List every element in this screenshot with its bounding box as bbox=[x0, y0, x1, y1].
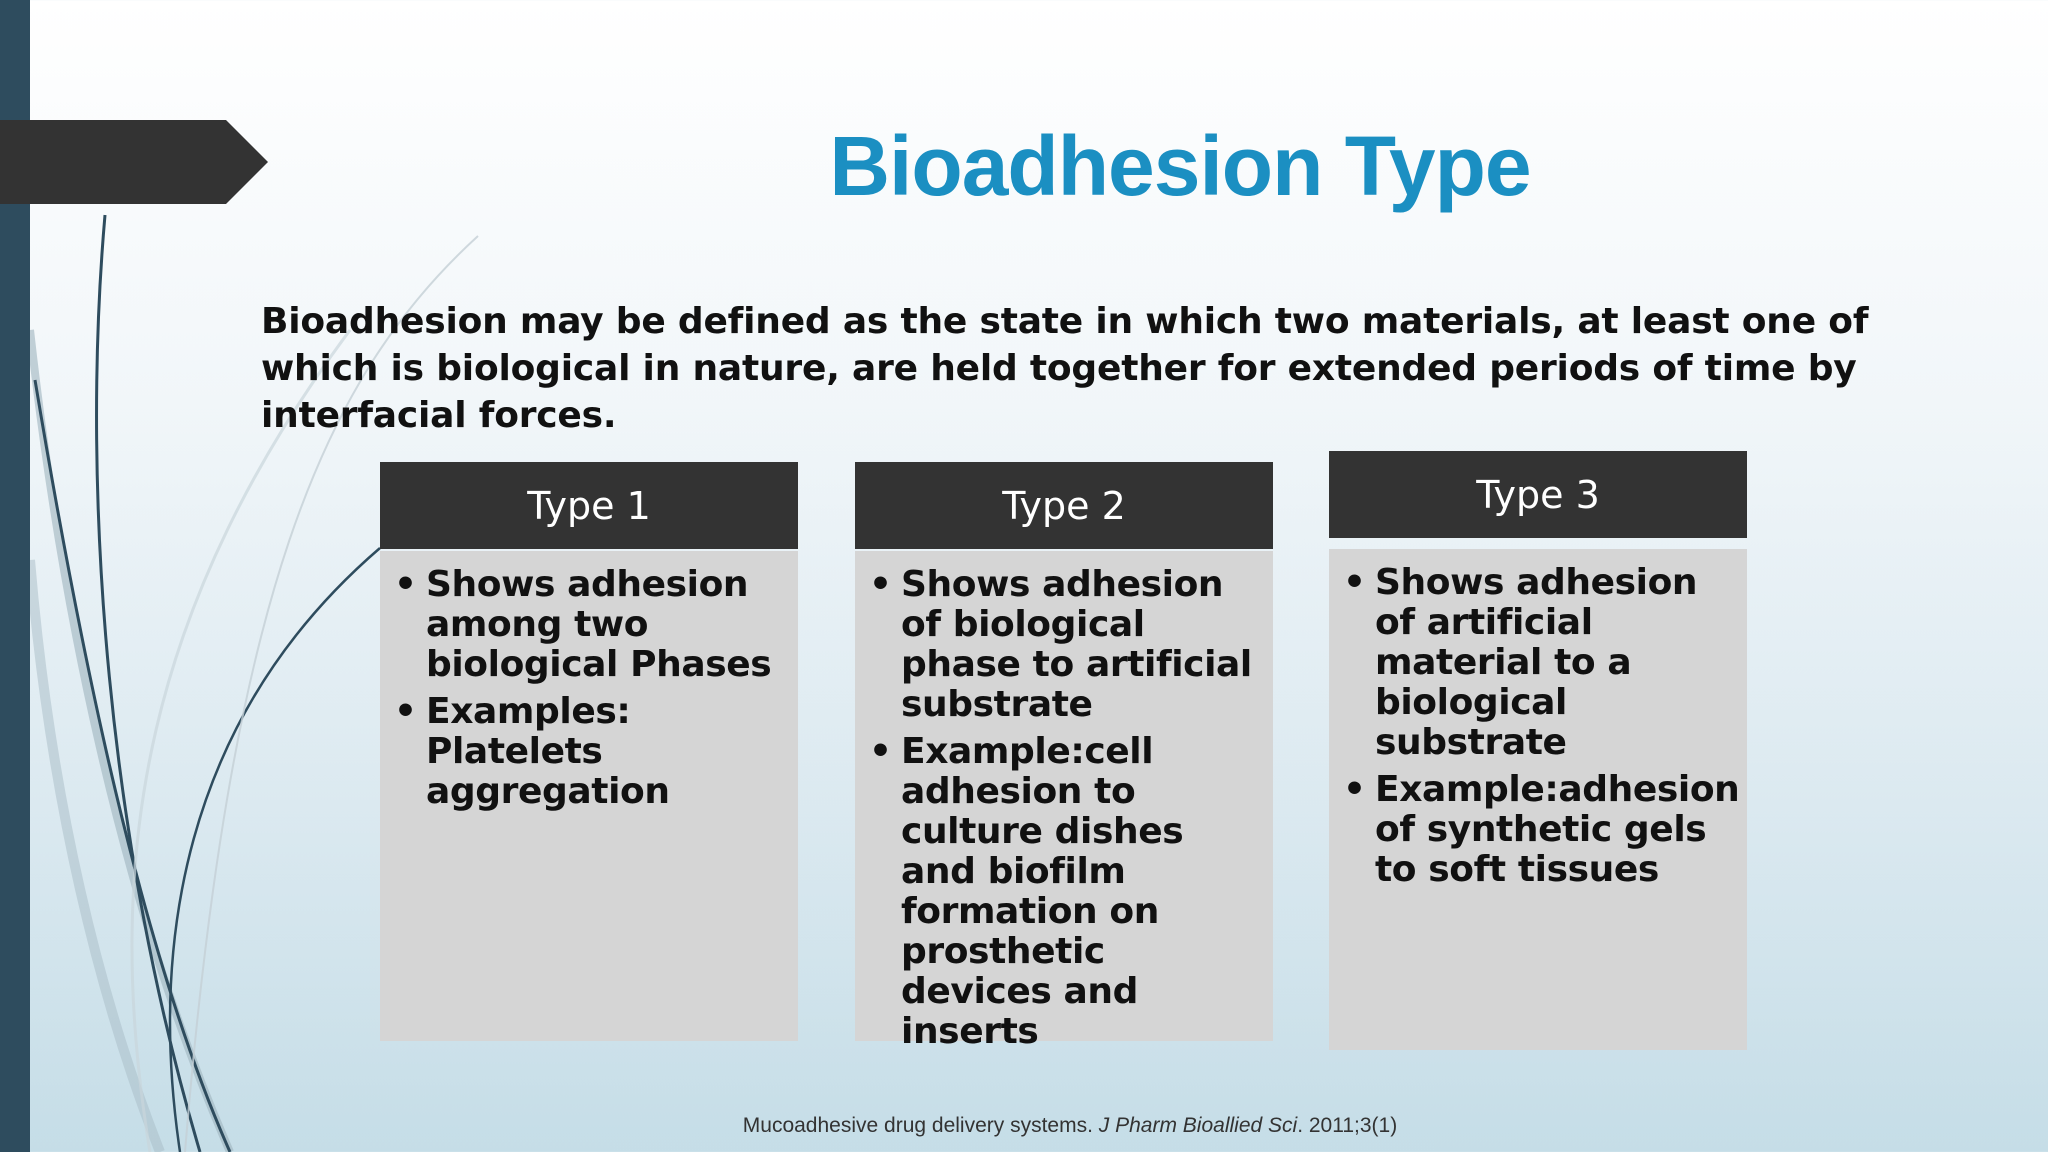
type-2-heading: Type 2 bbox=[855, 462, 1273, 549]
intro-paragraph: Bioadhesion may be defined as the state in which two materials, at least one of which is biological in nature, are held together for extended periods of time by interfacial forces. bbox=[261, 301, 1869, 436]
bullet-icon: • bbox=[869, 564, 892, 605]
citation-journal: J Pharm Bioallied Sci bbox=[1098, 1114, 1298, 1137]
bullet-icon: • bbox=[1343, 562, 1366, 603]
bullet-icon: • bbox=[394, 691, 417, 732]
type-2-column bbox=[855, 462, 1273, 1052]
list-item: • Examples: Platelets aggregation bbox=[394, 691, 670, 812]
list-item: • Shows adhesion of artificial material to a biological substrate bbox=[1343, 562, 1698, 763]
list-item: • Example:cell adhesion to culture dishes and biofilm formation on prosthetic devices and inserts bbox=[869, 731, 1184, 1052]
list-item: • Shows adhesion among two biological Phases bbox=[394, 564, 772, 685]
list-item: • Example:adhesion of synthetic gels to soft tissues bbox=[1343, 769, 1740, 890]
type-2-body bbox=[855, 551, 1273, 1052]
citation bbox=[0, 1114, 2048, 1138]
citation-text: Mucoadhesive drug delivery systems. bbox=[742, 1114, 1093, 1137]
type-3-heading: Type 3 bbox=[1329, 451, 1747, 538]
type-3-column bbox=[1329, 451, 1747, 1050]
slide-title: Bioadhesion Type bbox=[829, 119, 1531, 213]
type-3-body bbox=[1329, 549, 1747, 1050]
type-1-column bbox=[380, 462, 798, 1041]
type-1-body bbox=[380, 551, 798, 1041]
citation-issue: . 2011;3(1) bbox=[1297, 1114, 1398, 1137]
type-1-heading: Type 1 bbox=[380, 462, 798, 549]
bullet-icon: • bbox=[869, 731, 892, 772]
bullet-icon: • bbox=[1343, 769, 1366, 810]
bullet-icon: • bbox=[394, 564, 417, 605]
list-item: • Shows adhesion of biological phase to artificial substrate bbox=[869, 564, 1252, 725]
